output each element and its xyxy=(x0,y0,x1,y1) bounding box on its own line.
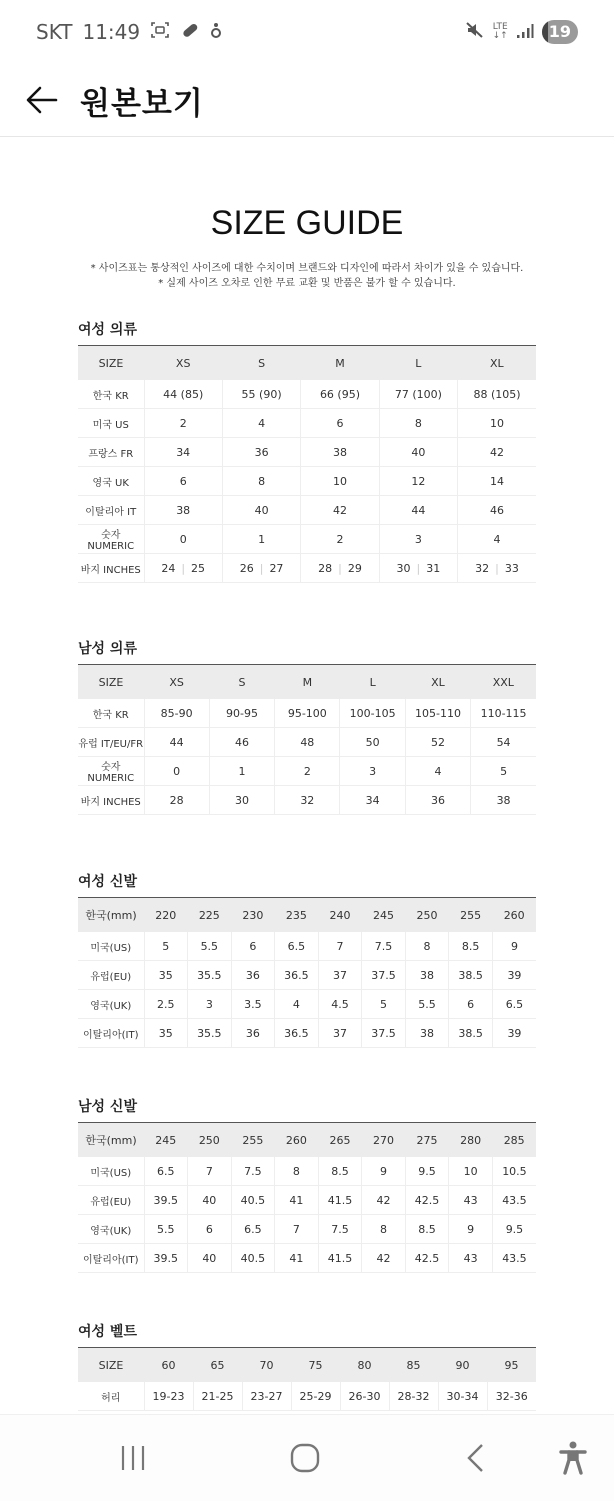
table-cell: 37.5 xyxy=(362,1019,406,1048)
table-cell: 4.5 xyxy=(318,990,362,1019)
table-cell: 4 xyxy=(458,525,536,554)
row-label: 허리 xyxy=(78,1382,144,1411)
table-cell: 6 xyxy=(449,990,493,1019)
column-header: 285 xyxy=(492,1123,536,1158)
system-nav-bar xyxy=(0,1414,614,1501)
table-cell: 6.5 xyxy=(492,990,536,1019)
table-cell: 43.5 xyxy=(492,1244,536,1273)
table-cell: 26-30 xyxy=(340,1382,389,1411)
row-label: 영국(UK) xyxy=(78,990,144,1019)
table-cell: 50 xyxy=(340,728,405,757)
womens-belt-section xyxy=(78,1322,536,1411)
cell-value: 27 xyxy=(269,561,284,575)
column-header: 220 xyxy=(144,898,188,933)
cell-value: 25 xyxy=(191,561,206,575)
table-cell: 40 xyxy=(188,1244,232,1273)
row-label: 이탈리아(IT) xyxy=(78,1244,144,1273)
column-header: S xyxy=(209,665,274,700)
column-header: 260 xyxy=(275,1123,319,1158)
table-cell: 10 xyxy=(301,467,379,496)
mens-clothing-table xyxy=(78,664,536,815)
table-cell: 40.5 xyxy=(231,1244,275,1273)
table-cell: 88 (105) xyxy=(458,380,536,409)
table-cell: 37 xyxy=(318,961,362,990)
womens-shoes-table xyxy=(78,897,536,1048)
column-header: 한국(mm) xyxy=(78,1123,144,1158)
column-header: 90 xyxy=(438,1348,487,1383)
cell-value: 26 xyxy=(239,561,254,575)
column-header: XS xyxy=(144,346,222,381)
table-cell: 36 xyxy=(231,1019,275,1048)
cell-value: 31 xyxy=(426,561,441,575)
network-label: LTE xyxy=(492,22,508,32)
cell-value: 24 xyxy=(161,561,176,575)
table-cell: 1 xyxy=(209,757,274,786)
table-cell xyxy=(458,554,536,583)
row-label: 영국(UK) xyxy=(78,1215,144,1244)
table-cell: 8.5 xyxy=(449,932,493,961)
table-cell: 42 xyxy=(362,1244,406,1273)
table-cell: 40.5 xyxy=(231,1186,275,1215)
table-cell: 43.5 xyxy=(492,1186,536,1215)
column-header: 270 xyxy=(362,1123,406,1158)
table-cell: 25-29 xyxy=(291,1382,340,1411)
home-button[interactable] xyxy=(275,1428,335,1488)
table-cell: 35.5 xyxy=(188,961,232,990)
table-cell xyxy=(222,554,300,583)
womens-belt-table xyxy=(78,1347,536,1411)
row-label: 유럽(EU) xyxy=(78,961,144,990)
table-cell: 35 xyxy=(144,1019,188,1048)
column-header: 230 xyxy=(231,898,275,933)
accessibility-icon xyxy=(559,1441,587,1475)
table-cell: 43 xyxy=(449,1186,493,1215)
row-label: 영국 UK xyxy=(78,467,144,496)
table-header-row xyxy=(78,346,536,381)
table-cell: 5.5 xyxy=(405,990,449,1019)
table-cell: 44 (85) xyxy=(144,380,222,409)
home-icon xyxy=(289,1442,321,1474)
table-cell: 100-105 xyxy=(340,699,405,728)
table-cell: 10 xyxy=(449,1157,493,1186)
column-header: 265 xyxy=(318,1123,362,1158)
table-cell: 6 xyxy=(231,932,275,961)
table-cell: 95-100 xyxy=(275,699,340,728)
column-header: 60 xyxy=(144,1348,193,1383)
table-cell: 41 xyxy=(275,1186,319,1215)
column-header: L xyxy=(379,346,457,381)
table-cell: 34 xyxy=(340,786,405,815)
womens-shoes-section xyxy=(78,872,536,1048)
column-header: XL xyxy=(405,665,470,700)
table-cell: 7.5 xyxy=(231,1157,275,1186)
table-header-row xyxy=(78,898,536,933)
table-cell: 6 xyxy=(301,409,379,438)
table-cell: 9.5 xyxy=(492,1215,536,1244)
table-cell: 7 xyxy=(318,932,362,961)
note-line: * 실제 사이즈 오차로 인한 무료 교환 및 반품은 불가 할 수 있습니다. xyxy=(158,278,456,289)
table-row xyxy=(78,1382,536,1411)
table-cell: 5.5 xyxy=(144,1215,188,1244)
size-guide-title: SIZE GUIDE xyxy=(210,204,404,242)
table-cell: 55 (90) xyxy=(222,380,300,409)
table-cell: 30 xyxy=(209,786,274,815)
mute-icon xyxy=(465,20,485,44)
cell-value: 28 xyxy=(318,561,333,575)
table-row xyxy=(78,496,536,525)
table-cell: 3 xyxy=(188,990,232,1019)
table-cell: 14 xyxy=(458,467,536,496)
lte-icon: LTE ↓↑ xyxy=(492,22,508,41)
notification-icon xyxy=(210,21,222,44)
column-header: M xyxy=(275,665,340,700)
table-cell: 4 xyxy=(275,990,319,1019)
table-cell: 9 xyxy=(362,1157,406,1186)
battery-indicator: 19 xyxy=(542,20,578,44)
table-cell: 37.5 xyxy=(362,961,406,990)
table-cell: 36 xyxy=(405,786,470,815)
table-cell: 2 xyxy=(144,409,222,438)
table-cell: 39 xyxy=(492,1019,536,1048)
app-bar xyxy=(0,64,614,137)
table-row xyxy=(78,380,536,409)
table-row xyxy=(78,1215,536,1244)
table-cell: 39 xyxy=(492,961,536,990)
separator: | xyxy=(338,561,342,575)
row-label: 바지 INCHES xyxy=(78,786,144,815)
table-row xyxy=(78,467,536,496)
table-cell: 38 xyxy=(301,438,379,467)
size-guide-content[interactable] xyxy=(0,138,614,1414)
table-cell xyxy=(144,554,222,583)
section-title: 여성 신발 xyxy=(78,874,137,890)
column-header: 250 xyxy=(405,898,449,933)
table-cell: 66 (95) xyxy=(301,380,379,409)
table-cell: 9 xyxy=(449,1215,493,1244)
row-label: 유럽(EU) xyxy=(78,1186,144,1215)
pill-icon xyxy=(180,21,200,44)
signal-icon xyxy=(516,20,534,44)
table-cell: 5.5 xyxy=(188,932,232,961)
table-cell: 8 xyxy=(222,467,300,496)
table-cell: 8 xyxy=(405,932,449,961)
section-title: 남성 신발 xyxy=(78,1099,137,1115)
table-row xyxy=(78,525,536,554)
table-cell: 42 xyxy=(301,496,379,525)
table-cell: 41.5 xyxy=(318,1244,362,1273)
table-cell: 9.5 xyxy=(405,1157,449,1186)
table-cell: 8 xyxy=(362,1215,406,1244)
table-cell: 6.5 xyxy=(275,932,319,961)
recent-apps-icon xyxy=(118,1443,148,1473)
table-cell: 48 xyxy=(275,728,340,757)
table-cell: 1 xyxy=(222,525,300,554)
table-cell: 54 xyxy=(471,728,536,757)
table-cell xyxy=(301,554,379,583)
table-cell: 7.5 xyxy=(362,932,406,961)
column-header: XS xyxy=(144,665,209,700)
table-cell: 4 xyxy=(222,409,300,438)
row-label: 이탈리아 IT xyxy=(78,496,144,525)
column-header: S xyxy=(222,346,300,381)
carrier-label: SKT xyxy=(36,20,73,44)
column-header: 225 xyxy=(188,898,232,933)
column-header: SIZE xyxy=(78,346,144,381)
table-cell: 12 xyxy=(379,467,457,496)
table-row xyxy=(78,1186,536,1215)
table-cell: 38 xyxy=(144,496,222,525)
table-cell: 28 xyxy=(144,786,209,815)
table-cell: 85-90 xyxy=(144,699,209,728)
row-label: 한국 KR xyxy=(78,380,144,409)
column-header: SIZE xyxy=(78,1348,144,1383)
table-cell: 2.5 xyxy=(144,990,188,1019)
column-header: 250 xyxy=(188,1123,232,1158)
column-header: 65 xyxy=(193,1348,242,1383)
mens-shoes-table xyxy=(78,1122,536,1273)
table-cell: 6 xyxy=(188,1215,232,1244)
table-cell: 90-95 xyxy=(209,699,274,728)
column-header: 255 xyxy=(231,1123,275,1158)
table-cell: 38.5 xyxy=(449,1019,493,1048)
column-header: M xyxy=(301,346,379,381)
column-header: 한국(mm) xyxy=(78,898,144,933)
table-cell: 42.5 xyxy=(405,1244,449,1273)
nav-back-button[interactable] xyxy=(446,1428,506,1488)
row-label: 미국(US) xyxy=(78,932,144,961)
table-cell: 8 xyxy=(379,409,457,438)
row-label: 바지 INCHES xyxy=(78,554,144,583)
clock: 11:49 xyxy=(82,20,141,44)
status-left xyxy=(36,20,222,44)
column-header: 240 xyxy=(318,898,362,933)
table-cell: 38 xyxy=(405,1019,449,1048)
column-header: 95 xyxy=(487,1348,536,1383)
accessibility-button[interactable] xyxy=(543,1428,603,1488)
column-header: XL xyxy=(458,346,536,381)
back-icon xyxy=(464,1442,488,1474)
recent-apps-button[interactable] xyxy=(103,1428,163,1488)
table-cell: 2 xyxy=(275,757,340,786)
table-cell: 46 xyxy=(209,728,274,757)
table-cell: 8.5 xyxy=(318,1157,362,1186)
row-label: 미국 US xyxy=(78,409,144,438)
table-cell: 41 xyxy=(275,1244,319,1273)
table-cell: 30-34 xyxy=(438,1382,487,1411)
table-cell: 38 xyxy=(471,786,536,815)
table-header-row xyxy=(78,665,536,700)
table-cell: 36 xyxy=(231,961,275,990)
section-title: 여성 의류 xyxy=(78,322,137,338)
separator: | xyxy=(416,561,421,575)
column-header: 280 xyxy=(449,1123,493,1158)
status-right xyxy=(465,20,578,44)
size-guide-notes xyxy=(0,261,614,291)
table-cell: 44 xyxy=(379,496,457,525)
row-label: 미국(US) xyxy=(78,1157,144,1186)
table-cell: 40 xyxy=(222,496,300,525)
mens-clothing-section xyxy=(78,639,536,815)
column-header: 85 xyxy=(389,1348,438,1383)
table-cell: 37 xyxy=(318,1019,362,1048)
table-cell: 7 xyxy=(188,1157,232,1186)
table-cell: 5 xyxy=(471,757,536,786)
page-title: 원본보기 xyxy=(80,85,204,122)
table-cell: 40 xyxy=(379,438,457,467)
table-row xyxy=(78,438,536,467)
table-cell: 38.5 xyxy=(449,961,493,990)
table-cell: 3.5 xyxy=(231,990,275,1019)
table-cell: 77 (100) xyxy=(379,380,457,409)
row-label: 한국 KR xyxy=(78,699,144,728)
table-header-row xyxy=(78,1348,536,1383)
table-cell: 36 xyxy=(222,438,300,467)
table-cell: 0 xyxy=(144,757,209,786)
column-header: 235 xyxy=(275,898,319,933)
column-header: 245 xyxy=(362,898,406,933)
table-cell: 42.5 xyxy=(405,1186,449,1215)
table-cell: 39.5 xyxy=(144,1244,188,1273)
table-cell: 42 xyxy=(458,438,536,467)
table-cell: 3 xyxy=(379,525,457,554)
table-row xyxy=(78,554,536,583)
table-cell: 5 xyxy=(144,932,188,961)
table-cell: 7.5 xyxy=(318,1215,362,1244)
table-cell: 3 xyxy=(340,757,405,786)
table-row xyxy=(78,409,536,438)
cell-value: 29 xyxy=(347,561,362,575)
row-label: 숫자 NUMERIC xyxy=(78,525,144,554)
table-cell: 21-25 xyxy=(193,1382,242,1411)
table-cell: 9 xyxy=(492,932,536,961)
table-cell: 10.5 xyxy=(492,1157,536,1186)
column-header: 75 xyxy=(291,1348,340,1383)
table-cell: 8.5 xyxy=(405,1215,449,1244)
arrow-left-icon xyxy=(26,86,58,114)
separator: | xyxy=(181,561,186,575)
womens-clothing-table xyxy=(78,345,536,583)
table-cell: 36.5 xyxy=(275,961,319,990)
table-cell: 6 xyxy=(144,467,222,496)
section-title: 남성 의류 xyxy=(78,641,137,657)
table-cell: 28-32 xyxy=(389,1382,438,1411)
table-cell: 4 xyxy=(405,757,470,786)
table-cell xyxy=(379,554,457,583)
status-bar xyxy=(0,0,614,64)
separator: | xyxy=(495,561,499,575)
column-header: XXL xyxy=(471,665,536,700)
table-row xyxy=(78,757,536,786)
table-row xyxy=(78,961,536,990)
table-row xyxy=(78,699,536,728)
table-cell: 40 xyxy=(188,1186,232,1215)
cell-value: 33 xyxy=(504,561,519,575)
column-header: 260 xyxy=(492,898,536,933)
screenshot-icon xyxy=(150,21,170,44)
section-title: 여성 벨트 xyxy=(78,1324,137,1340)
table-cell: 2 xyxy=(301,525,379,554)
table-cell: 35.5 xyxy=(188,1019,232,1048)
cell-value: 30 xyxy=(396,561,411,575)
table-cell: 6.5 xyxy=(144,1157,188,1186)
table-cell: 43 xyxy=(449,1244,493,1273)
column-header: SIZE xyxy=(78,665,144,700)
table-cell: 42 xyxy=(362,1186,406,1215)
table-row xyxy=(78,990,536,1019)
mens-shoes-section xyxy=(78,1097,536,1273)
table-cell: 6.5 xyxy=(231,1215,275,1244)
column-header: 70 xyxy=(242,1348,291,1383)
row-label: 숫자 NUMERIC xyxy=(78,757,144,786)
table-cell: 34 xyxy=(144,438,222,467)
table-cell: 39.5 xyxy=(144,1186,188,1215)
table-cell: 10 xyxy=(458,409,536,438)
table-cell: 0 xyxy=(144,525,222,554)
table-cell: 32 xyxy=(275,786,340,815)
note-line: * 사이즈표는 통상적인 사이즈에 대한 수치이며 브랜드와 디자인에 따라서 차이가 있을 수 있습니다. xyxy=(90,263,524,274)
table-row xyxy=(78,1019,536,1048)
table-cell: 110-115 xyxy=(471,699,536,728)
table-cell: 35 xyxy=(144,961,188,990)
table-row xyxy=(78,1157,536,1186)
row-label: 유럽 IT/EU/FR xyxy=(78,728,144,757)
table-cell: 52 xyxy=(405,728,470,757)
table-cell: 32-36 xyxy=(487,1382,536,1411)
separator: | xyxy=(259,561,264,575)
table-cell: 7 xyxy=(275,1215,319,1244)
cell-value: 32 xyxy=(475,561,490,575)
table-cell: 5 xyxy=(362,990,406,1019)
table-row xyxy=(78,786,536,815)
table-row xyxy=(78,932,536,961)
table-row xyxy=(78,728,536,757)
table-cell: 44 xyxy=(144,728,209,757)
column-header: L xyxy=(340,665,405,700)
table-header-row xyxy=(78,1123,536,1158)
table-row xyxy=(78,1244,536,1273)
table-cell: 46 xyxy=(458,496,536,525)
table-cell: 105-110 xyxy=(405,699,470,728)
column-header: 275 xyxy=(405,1123,449,1158)
column-header: 245 xyxy=(144,1123,188,1158)
table-cell: 19-23 xyxy=(144,1382,193,1411)
table-cell: 41.5 xyxy=(318,1186,362,1215)
column-header: 80 xyxy=(340,1348,389,1383)
table-cell: 36.5 xyxy=(275,1019,319,1048)
back-button[interactable] xyxy=(22,80,62,120)
womens-clothing-section xyxy=(78,320,536,583)
table-cell: 8 xyxy=(275,1157,319,1186)
column-header: 255 xyxy=(449,898,493,933)
table-cell: 23-27 xyxy=(242,1382,291,1411)
row-label: 이탈리아(IT) xyxy=(78,1019,144,1048)
table-cell: 38 xyxy=(405,961,449,990)
row-label: 프랑스 FR xyxy=(78,438,144,467)
